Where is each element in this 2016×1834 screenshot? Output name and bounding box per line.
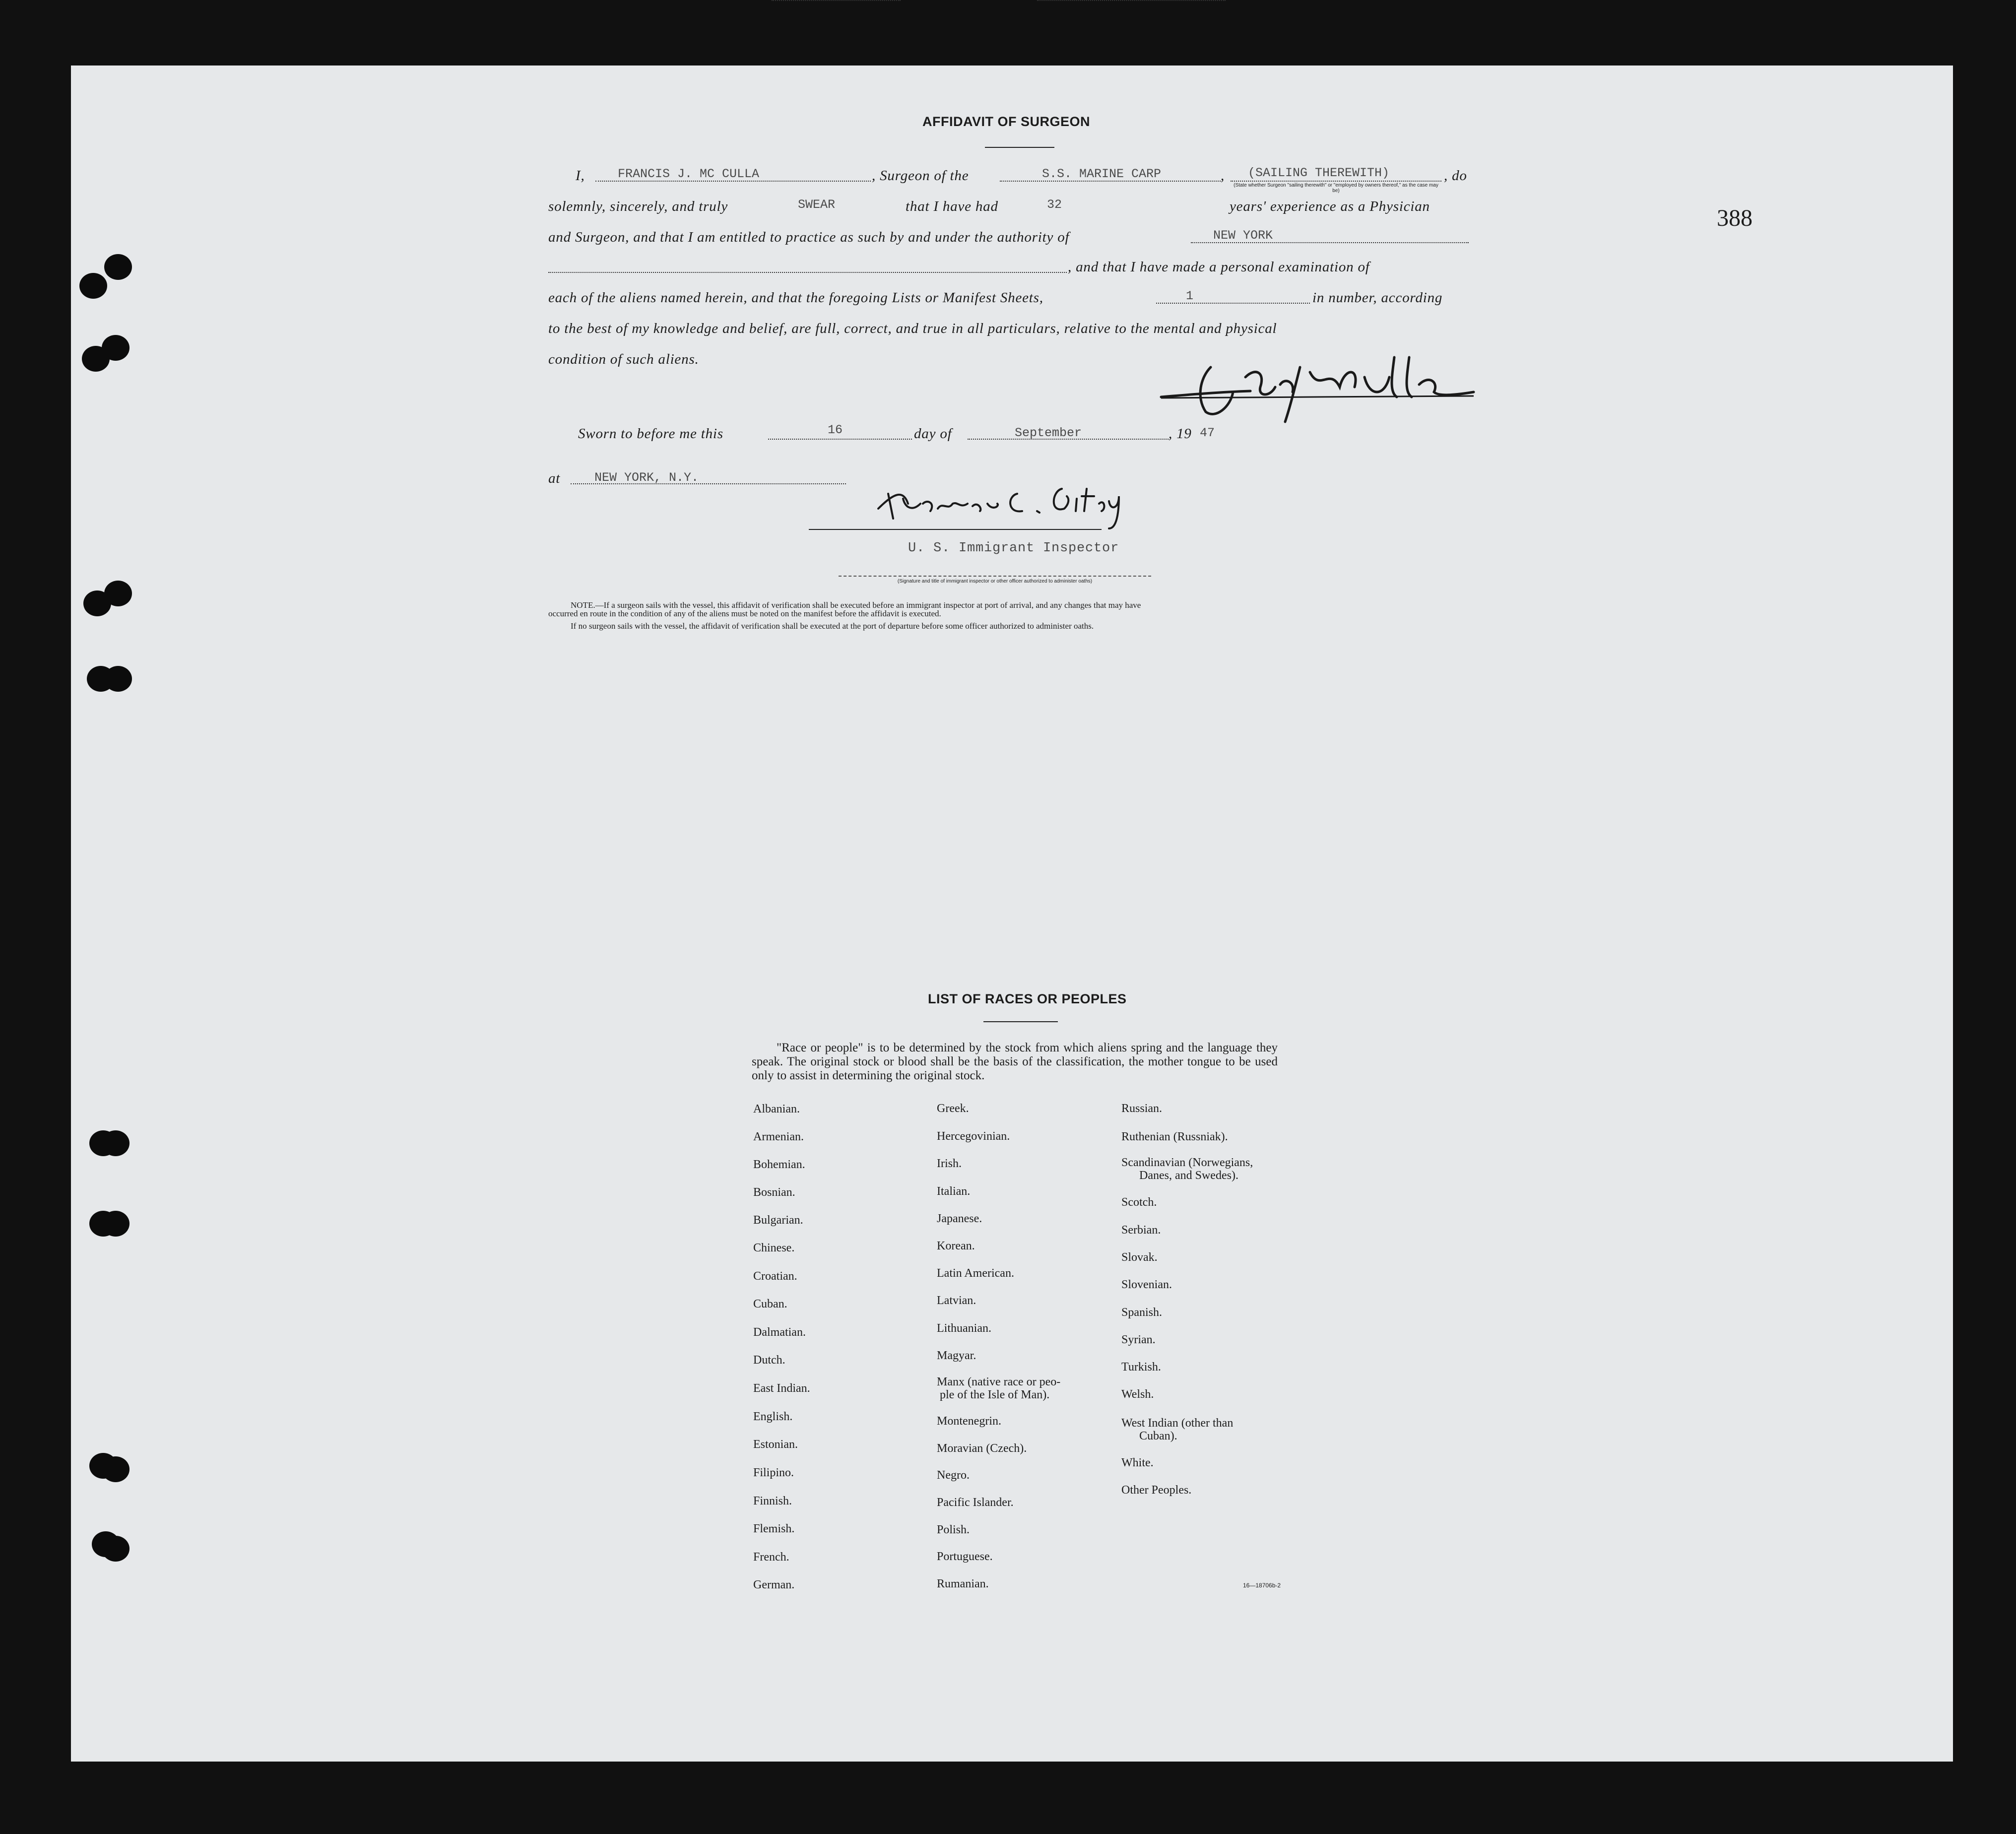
race-item: Bohemian.: [753, 1158, 805, 1171]
race-item: Croatian.: [753, 1270, 797, 1283]
years-blank: [1037, 0, 1226, 1]
race-item: Latin American.: [937, 1267, 1014, 1280]
race-item: Portuguese.: [937, 1550, 993, 1563]
race-item: Latvian.: [937, 1294, 976, 1307]
race-item: Bosnian.: [753, 1186, 795, 1199]
caption-line: [839, 576, 1151, 577]
that-had-label: that I have had: [906, 198, 998, 214]
note-line-2: occurred en route in the condition of any of the aliens must be noted on the manifest before the affidavit is executed.: [548, 609, 941, 618]
race-item: Manx (native race or peo-: [937, 1376, 1061, 1388]
binder-hole: [104, 254, 132, 280]
race-item: Japanese.: [937, 1212, 982, 1225]
race-item: Ruthenian (Russniak).: [1121, 1130, 1228, 1143]
race-item: Cuban).: [1139, 1430, 1177, 1442]
race-item: Moravian (Czech).: [937, 1442, 1027, 1455]
race-item: Pacific Islander.: [937, 1496, 1014, 1509]
race-item: Greek.: [937, 1102, 969, 1115]
race-item: White.: [1121, 1456, 1154, 1469]
race-item: Filipino.: [753, 1466, 794, 1479]
sailing-status: (SAILING THEREWITH): [1248, 166, 1390, 180]
year-prefix: , 19: [1169, 426, 1192, 442]
condition-label: condition of such aliens.: [548, 351, 699, 367]
race-item: Negro.: [937, 1469, 970, 1482]
day-blank: [768, 439, 912, 440]
race-item: Estonian.: [753, 1438, 798, 1451]
race-item: Danes, and Swedes).: [1139, 1169, 1238, 1182]
race-item: Hercegovinian.: [937, 1130, 1010, 1143]
state-note: (State whether Surgeon "sailing therewith" or "employed by owners thereof," as the case may be): [1234, 183, 1438, 194]
title-underline: [985, 147, 1054, 148]
binder-hole: [104, 666, 132, 692]
race-item: ple of the Isle of Man).: [940, 1388, 1050, 1401]
inspector-signature: [873, 474, 1121, 533]
day-of-label: day of: [914, 426, 952, 442]
inspector-title: U. S. Immigrant Inspector: [908, 541, 1119, 556]
race-item: Other Peoples.: [1121, 1484, 1192, 1497]
race-item: Welsh.: [1121, 1388, 1154, 1401]
race-item: Dutch.: [753, 1354, 785, 1367]
race-item: Syrian.: [1121, 1333, 1156, 1346]
race-item: Montenegrin.: [937, 1415, 1001, 1428]
pronoun-label: I,: [576, 168, 585, 184]
binder-hole: [102, 335, 130, 361]
knowledge-label: to the best of my knowledge and belief, are full, correct, and true in all particulars, relative to the mental and physical: [548, 321, 1277, 336]
race-item: Korean.: [937, 1240, 975, 1252]
surgeon-name: FRANCIS J. MC CULLA: [618, 167, 760, 181]
race-item: Finnish.: [753, 1495, 792, 1507]
race-item: Slovak.: [1121, 1251, 1158, 1264]
in-number-label: in number, according: [1312, 290, 1443, 306]
binder-hole: [102, 1536, 130, 1562]
races-title-underline: [983, 1021, 1058, 1022]
race-item: French.: [753, 1551, 789, 1564]
authority-value: NEW YORK: [1213, 228, 1273, 243]
comma: ,: [1221, 168, 1225, 184]
race-item: Polish.: [937, 1523, 970, 1536]
surgeon-of-label: , Surgeon of the: [872, 168, 969, 184]
race-item: Italian.: [937, 1185, 971, 1198]
race-item: Magyar.: [937, 1349, 976, 1362]
race-item: Lithuanian.: [937, 1322, 991, 1335]
race-item: Flemish.: [753, 1522, 795, 1535]
binder-hole: [102, 1211, 130, 1237]
personal-exam-label: , and that I have made a personal examination of: [1068, 259, 1370, 275]
race-item: Spanish.: [1121, 1306, 1163, 1319]
page-number: 388: [1717, 205, 1753, 231]
sworn-label: Sworn to before me this: [578, 426, 723, 442]
affidavit-title: AFFIDAVIT OF SURGEON: [922, 114, 1090, 129]
note-line-1: NOTE.—If a surgeon sails with the vessel, this affidavit of verification shall be executed before an immigrant inspector at port of arrival, and any changes that may have: [571, 600, 1141, 610]
authority-continued-blank: [548, 272, 1067, 273]
sheet-count-blank: [1156, 303, 1310, 304]
race-item: German.: [753, 1578, 795, 1591]
race-item: Serbian.: [1121, 1224, 1161, 1237]
race-item: Slovenian.: [1121, 1278, 1172, 1291]
and-surgeon-label: and Surgeon, and that I am entitled to practice as such by and under the authority of: [548, 229, 1070, 245]
sworn-month: September: [1015, 426, 1082, 440]
races-title: LIST OF RACES OR PEOPLES: [928, 991, 1127, 1006]
race-item: Cuban.: [753, 1298, 787, 1310]
binder-hole: [102, 1456, 130, 1482]
race-item: Albanian.: [753, 1103, 800, 1115]
sheet-count: 1: [1186, 289, 1194, 303]
inspector-signature-line: [809, 529, 1102, 530]
sworn-place: NEW YORK, N.Y.: [594, 470, 699, 485]
at-label: at: [548, 470, 561, 486]
vessel-name: S.S. MARINE CARP: [1042, 167, 1162, 181]
years-value: 32: [1047, 197, 1062, 212]
race-item: East Indian.: [753, 1382, 810, 1395]
race-item: Bulgarian.: [753, 1214, 803, 1227]
race-item: Russian.: [1121, 1102, 1163, 1115]
oath-blank: [772, 0, 901, 1]
sailing-status-blank: [1231, 181, 1441, 182]
binder-hole: [102, 1130, 130, 1156]
race-item: Dalmatian.: [753, 1326, 806, 1339]
note-line-3: If no surgeon sails with the vessel, the affidavit of verification shall be executed at the port of departure before some officer authorized to administer oaths.: [571, 621, 1094, 631]
race-item: Irish.: [937, 1157, 962, 1170]
race-item: Chinese.: [753, 1242, 795, 1254]
sworn-day: 16: [828, 423, 843, 437]
oath-word: SWEAR: [798, 197, 836, 212]
sworn-year: 47: [1200, 426, 1215, 440]
race-item: English.: [753, 1410, 793, 1423]
race-item: Rumanian.: [937, 1577, 989, 1590]
aliens-label: each of the aliens named herein, and that the foregoing Lists or Manifest Sheets,: [548, 290, 1043, 306]
solemnly-label: solemnly, sincerely, and truly: [548, 198, 728, 214]
binder-hole: [79, 273, 107, 299]
signature-caption: (Signature and title of immigrant inspector or other officer authorized to administer oaths): [897, 579, 1093, 584]
years-experience-label: years' experience as a Physician: [1230, 198, 1430, 214]
race-item: West Indian (other than: [1121, 1417, 1234, 1430]
surgeon-signature: [1151, 337, 1479, 427]
race-item: Scandinavian (Norwegians,: [1121, 1156, 1253, 1169]
race-item: Armenian.: [753, 1130, 804, 1143]
form-code: 16—18706b-2: [1243, 1582, 1281, 1589]
race-item: Scotch.: [1121, 1196, 1157, 1209]
binder-hole: [104, 581, 132, 606]
do-label: , do: [1444, 168, 1467, 184]
race-item: Turkish.: [1121, 1361, 1161, 1374]
races-intro: "Race or people" is to be determined by the stock from which aliens spring and the language they speak. The original stock or blood shall be the basis of the classification, the mother tongue to be used only to assist in determining the original stock.: [752, 1041, 1278, 1082]
